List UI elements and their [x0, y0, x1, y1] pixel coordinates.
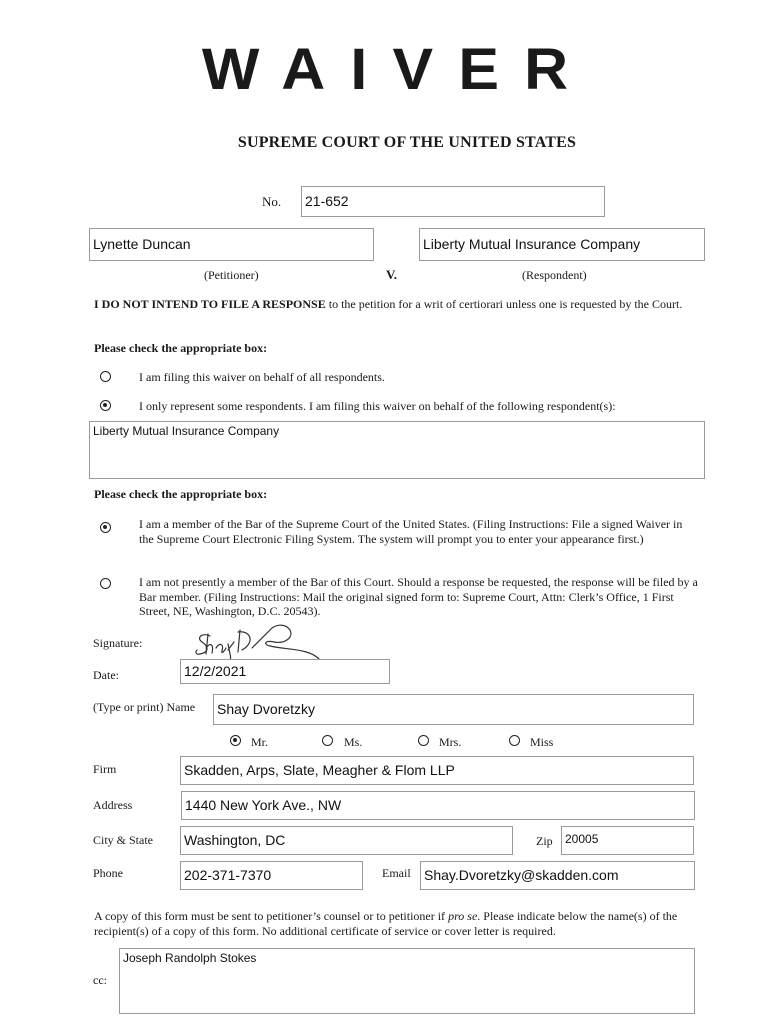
title-mr-label: Mr.	[251, 735, 269, 749]
firm-field[interactable]: Skadden, Arps, Slate, Meagher & Flom LLP	[180, 756, 694, 785]
email-label: Email	[382, 866, 411, 880]
zip-field[interactable]: 20005	[561, 826, 694, 855]
case-number-field[interactable]: 21-652	[301, 186, 605, 217]
radio-title-mrs[interactable]	[418, 735, 429, 746]
radio-not-bar-member[interactable]	[100, 578, 111, 589]
respondent-caption: (Respondent)	[522, 268, 587, 282]
address-label: Address	[93, 798, 133, 812]
radio-bar-member[interactable]	[100, 522, 111, 533]
copy-notice-part2: . Please indicate below the name(s) of the recipient(s) of a copy of this form. No additional certificate of service or cover letter is required.	[94, 909, 678, 938]
firm-label: Firm	[93, 762, 117, 776]
copy-notice-italic: pro se	[448, 909, 478, 923]
zip-label: Zip	[536, 834, 553, 848]
date-label: Date:	[93, 668, 119, 682]
cc-label: cc:	[93, 973, 107, 987]
copy-notice-part1: A copy of this form must be sent to petitioner’s counsel or to petitioner if	[94, 909, 449, 923]
copy-notice	[94, 909, 694, 938]
versus-label: V.	[386, 267, 397, 282]
option-some-respondents-label: I only represent some respondents. I am filing this waiver on behalf of the following respondent(s):	[139, 399, 616, 413]
radio-title-mr[interactable]	[230, 735, 241, 746]
petitioner-caption: (Petitioner)	[204, 268, 259, 282]
radio-some-respondents[interactable]	[100, 400, 111, 411]
title-mrs-label: Mrs.	[439, 735, 462, 749]
signature-label: Signature:	[93, 636, 143, 650]
email-field[interactable]: Shay.Dvoretzky@skadden.com	[420, 861, 695, 890]
option-not-bar-member-label: I am not presently a member of the Bar of this Court. Should a response be requested, the response will be filed by a Bar member. (Filing Instructions: Mail the original signed form to: Supreme Court, Attn: Clerk’s Office, 1 First Street, NE, Washington, D.C. 20543).	[139, 575, 698, 618]
cc-recipients-field[interactable]: Joseph Randolph Stokes	[119, 948, 695, 1014]
name-label: (Type or print) Name	[93, 700, 196, 714]
document-title: WAIVER	[201, 37, 594, 102]
intent-bold: I DO NOT INTEND TO FILE A RESPONSE	[94, 297, 326, 311]
section1-heading: Please check the appropriate box:	[94, 341, 268, 355]
radio-title-miss[interactable]	[509, 735, 520, 746]
option-bar-member-label: I am a member of the Bar of the Supreme Court of the United States. (Filing Instructions: File a signed Waiver in the Supreme Court Electronic Filing System. The system will prompt you to enter your appearance first.)	[139, 517, 683, 546]
case-number-label: No.	[262, 194, 282, 209]
title-miss-label: Miss	[530, 735, 554, 749]
name-field[interactable]: Shay Dvoretzky	[213, 694, 694, 725]
court-name: SUPREME COURT OF THE UNITED STATES	[237, 134, 577, 151]
radio-all-respondents[interactable]	[100, 371, 111, 382]
title-ms-label: Ms.	[344, 735, 363, 749]
intent-rest: to the petition for a writ of certiorari unless one is requested by the Court.	[325, 297, 683, 311]
address-field[interactable]: 1440 New York Ave., NW	[181, 791, 695, 820]
section2-heading: Please check the appropriate box:	[94, 487, 268, 501]
radio-title-ms[interactable]	[322, 735, 333, 746]
phone-field[interactable]: 202-371-7370	[180, 861, 363, 890]
city-state-label: City & State	[93, 833, 153, 847]
respondent-field[interactable]: Liberty Mutual Insurance Company	[419, 228, 705, 261]
option-all-respondents-label: I am filing this waiver on behalf of all respondents.	[139, 370, 385, 384]
respondents-textarea[interactable]: Liberty Mutual Insurance Company	[89, 421, 705, 479]
city-state-field[interactable]: Washington, DC	[180, 826, 513, 855]
phone-label: Phone	[93, 866, 123, 880]
petitioner-field[interactable]: Lynette Duncan	[89, 228, 374, 261]
date-field[interactable]: 12/2/2021	[180, 659, 390, 684]
intent-statement	[94, 297, 702, 312]
